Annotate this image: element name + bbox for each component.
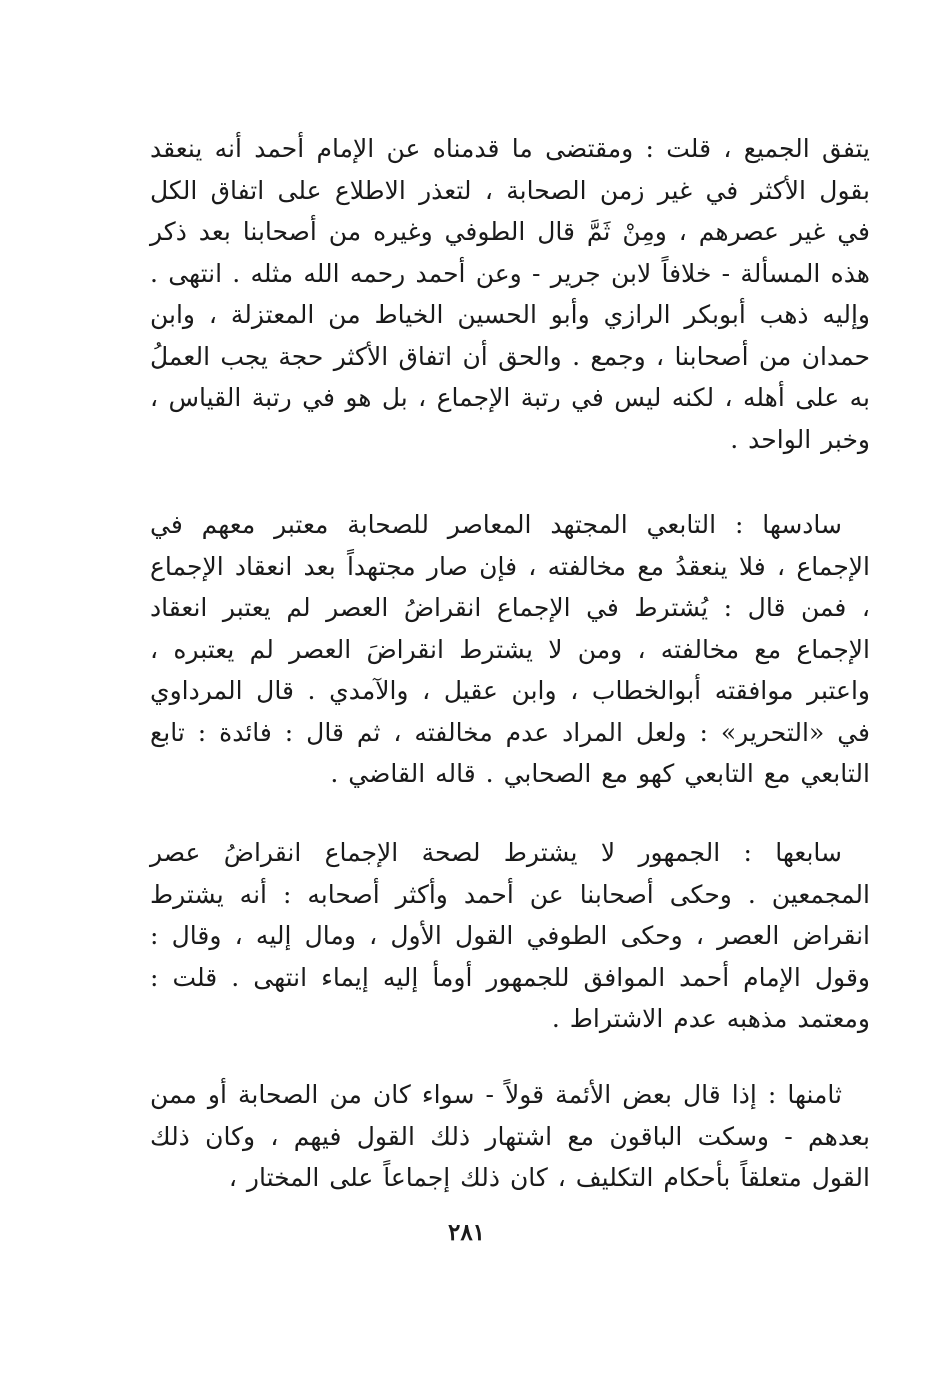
paragraph-consensus-majority xyxy=(150,128,870,460)
page-number: ٢٨١ xyxy=(447,1219,486,1246)
paragraph-text: ثامنها : إذا قال بعض الأئمة قولاً - سواء كان من الصحابة أو ممن بعدهم - وسكت الباقون مع اشتهار ذلك القول فيهم ، وكان ذلك القول متعلقاً بأحكام التكليف ، كان ذلك إجماعاً على المختار ، xyxy=(150,1080,870,1192)
paragraph-sixth-point xyxy=(150,504,870,795)
paragraph-eighth-point xyxy=(150,1074,870,1199)
paragraph-text: سابعها : الجمهور لا يشترط لصحة الإجماع انقراضُ عصر المجمعين . وحكى أصحابنا عن أحمد وأكثر أصحابه : أنه يشترط انقراض العصر ، وحكى الطوفي القول الأول ، ومال إليه ، وقال : وقول الإمام أحمد الموافق للجمهور أومأ إليه إيماء انتهى . قلت : ومعتمد مذهبه عدم الاشتراط . xyxy=(150,838,870,1033)
paragraph-seventh-point xyxy=(150,832,870,1040)
paragraph-text: يتفق الجميع ، قلت : ومقتضى ما قدمناه عن الإمام أحمد أنه ينعقد بقول الأكثر في غير زمن الصحابة ، لتعذر الاطلاع على اتفاق الكل في غير عصرهم ، ومِنْ ثَمَّ قال الطوفي وغيره من أصحابنا بعد ذكر هذه المسألة - خلافاً لابن جرير - وعن أحمد رحمه الله مثله . انتهى . وإليه ذهب أبوبكر الرازي وأبو الحسين الخياط من المعتزلة ، وابن حمدان من أصحابنا ، وجمع . والحق أن اتفاق الأكثر حجة يجب العملُ به على أهله ، لكنه ليس في رتبة الإجماع ، بل هو في رتبة القياس ، وخبر الواحد . xyxy=(150,134,870,454)
paragraph-text: سادسها : التابعي المجتهد المعاصر للصحابة معتبر معهم في الإجماع ، فلا ينعقدُ مع مخالفته ، فإن صار مجتهداً بعد انعقاد الإجماع ، فمن قال : يُشترط في الإجماع انقراضُ العصر لم يعتبر انعقاد الإجماع مع مخالفته ، ومن لا يشترط انقراضَ العصر لم يعتبره ، واعتبر موافقته أبوالخطاب ، وابن عقيل ، والآمدي . قال المرداوي في «التحرير» : ولعل المراد عدم مخالفته ، ثم قال : فائدة : تابع التابعي مع التابعي كهو مع الصحابي . قاله القاضي . xyxy=(150,510,870,788)
